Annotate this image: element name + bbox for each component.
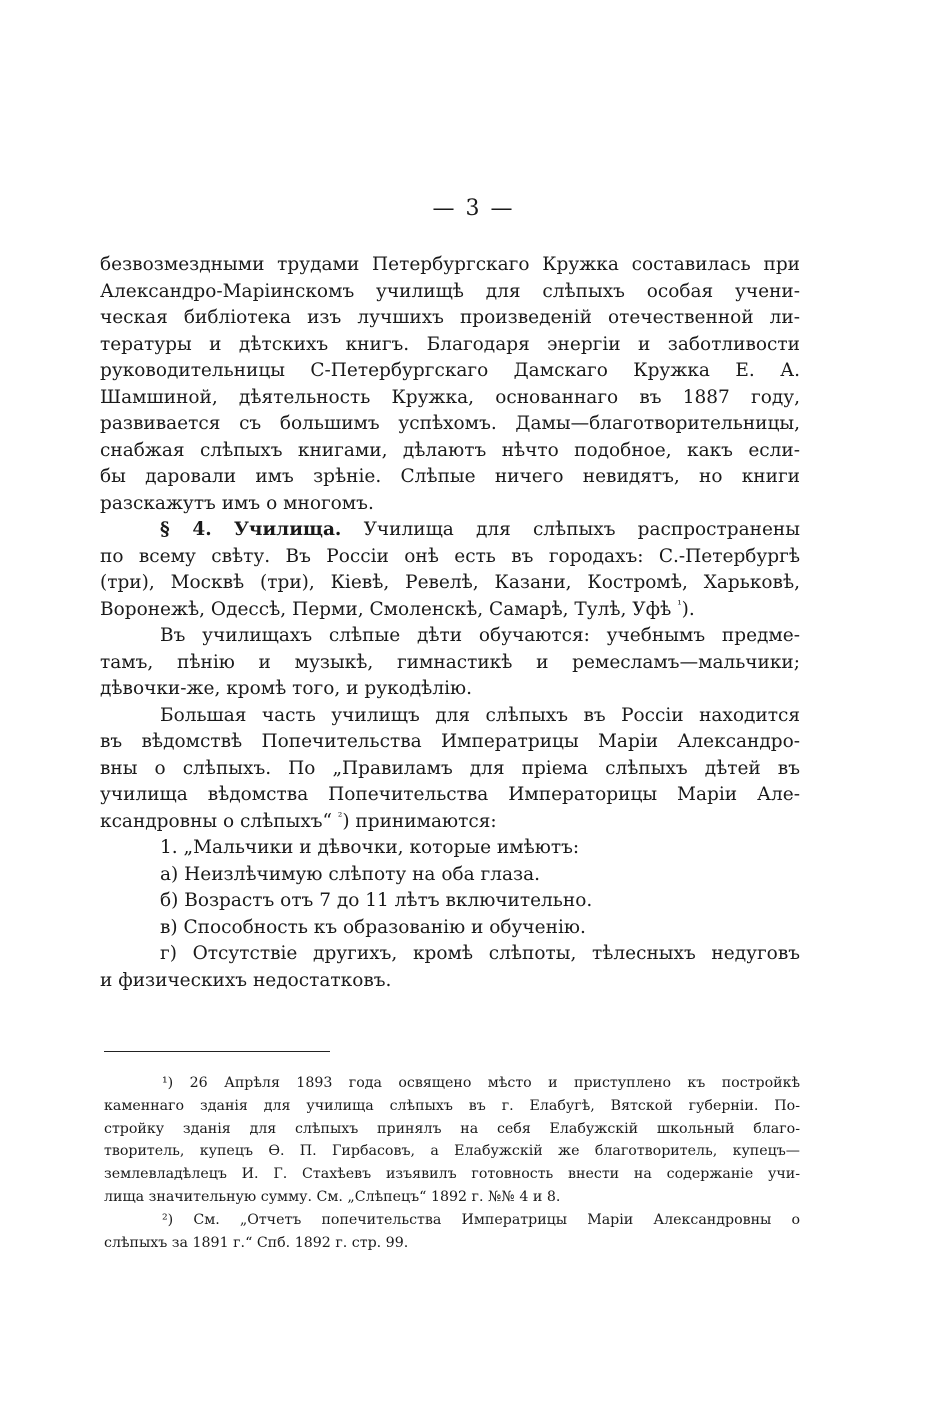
footnote-ref: ² bbox=[337, 809, 343, 823]
text-line-content: Воронежѣ, Одессѣ, Перми, Смоленскѣ, Самарѣ, Тулѣ, Уфѣ bbox=[100, 598, 672, 620]
text-line bbox=[100, 597, 800, 624]
section-mark: § 4. bbox=[160, 519, 212, 540]
text-line: безвозмездными трудами Петербургскаго Кружка составилась при bbox=[100, 254, 800, 275]
text-line-content: ксандровны о слѣпыхъ“ bbox=[100, 810, 333, 832]
text-line: разскажутъ имъ о многомъ. bbox=[100, 492, 374, 514]
footnote-line: слѣпыхъ за 1891 г.“ Спб. 1892 г. стр. 99. bbox=[104, 1234, 409, 1251]
text-line: бы даровали имъ зрѣніе. Слѣпые ничего невидятъ, но книги bbox=[100, 466, 800, 487]
footnote-line: ¹) 26 Апрѣля 1893 года освящено мѣсто и приступлено къ постройкѣ bbox=[162, 1075, 800, 1091]
list-item: в) Способность къ образованію и обученію. bbox=[160, 916, 586, 938]
footnote-line: творитель, купецъ Ѳ. П. Гирбасовъ, а Елабужскій же благотворитель, купецъ— bbox=[104, 1143, 800, 1160]
text-line-end: ). bbox=[681, 598, 695, 620]
text-line bbox=[100, 809, 800, 836]
body-text bbox=[100, 252, 800, 994]
footnotes bbox=[104, 1072, 800, 1254]
text-line: по всему свѣту. Въ Россіи онѣ есть въ городахъ: С.-Петербургѣ bbox=[100, 545, 800, 567]
footnote-line: землевладѣлецъ И. Г. Стахѣевъ изъявилъ готовность внести на содержаніе учи- bbox=[104, 1166, 800, 1183]
text-line: въ вѣдомствѣ Попечительства Императрицы Маріи Александро- bbox=[100, 731, 800, 752]
footnote-ref: ¹ bbox=[677, 597, 682, 611]
list-intro: 1. „Мальчики и дѣвочки, которые имѣютъ: bbox=[160, 837, 580, 858]
section-title: Училища. bbox=[233, 519, 342, 540]
footnote-line: каменнаго зданія для училища слѣпыхъ въ г. Елабугѣ, Вятской губерніи. По- bbox=[104, 1097, 800, 1114]
text-line: вны о слѣпыхъ. По „Правиламъ для пріема слѣпыхъ дѣтей въ bbox=[100, 757, 800, 779]
footnote-line: ²) См. „Отчетъ попечительства Императрицы Маріи Александровны о bbox=[162, 1211, 800, 1228]
text-line: Шамшиной, дѣятельность Кружка, основаннаго въ 1887 году, bbox=[100, 386, 800, 408]
text-line: снабжая слѣпыхъ книгами, дѣлаютъ нѣчто подобное, какъ если- bbox=[100, 439, 800, 461]
section-first-line-text: Училища для слѣпыхъ распространены bbox=[363, 519, 800, 540]
list-item-continuation: и физическихъ недостатковъ. bbox=[100, 969, 392, 991]
page-number: — 3 — bbox=[432, 196, 515, 221]
text-line: дѣвочки-же, кромѣ того, и рукодѣлію. bbox=[100, 678, 472, 699]
text-line: тературы и дѣтскихъ книгъ. Благодаря энергіи и заботливости bbox=[100, 333, 800, 355]
text-line: училища вѣдомства Попечительства Императорицы Маріи Але- bbox=[100, 784, 800, 805]
text-line: Александро-Маріинскомъ училищѣ для слѣпыхъ особая учени- bbox=[100, 280, 800, 302]
text-line: развивается съ большимъ успѣхомъ. Дамы—благотворительницы, bbox=[100, 413, 800, 434]
footnote-divider bbox=[104, 1051, 330, 1052]
text-line: Въ училищахъ слѣпые дѣти обучаются: учебнымъ предме- bbox=[160, 625, 800, 646]
text-line: Большая часть училищъ для слѣпыхъ въ Россіи находится bbox=[160, 704, 800, 726]
footnote-line: стройку зданія для слѣпыхъ принялъ на себя Елабужскій школьный благо- bbox=[104, 1120, 800, 1137]
list-item: а) Неизлѣчимую слѣпоту на оба глаза. bbox=[160, 863, 540, 885]
list-item: б) Возрастъ отъ 7 до 11 лѣтъ включительно. bbox=[160, 890, 593, 911]
text-line-end: ) принимаются: bbox=[342, 810, 497, 832]
text-line: руководительницы С-Петербургскаго Дамскаго Кружка Е. А. bbox=[100, 360, 800, 381]
section-heading-line bbox=[100, 517, 800, 544]
text-line: (три), Москвѣ (три), Кіевѣ, Ревелѣ, Казани, Костромѣ, Харьковѣ, bbox=[100, 572, 800, 593]
list-item: г) Отсутствіе другихъ, кромѣ слѣпоты, тѣлесныхъ недуговъ bbox=[160, 943, 800, 964]
footnote-line: лища значительную сумму. См. „Слѣпецъ“ 1892 г. №№ 4 и 8. bbox=[104, 1188, 561, 1205]
text-line: ческая библіотека изъ лучшихъ произведеній отечественной ли- bbox=[100, 307, 800, 328]
text-line: тамъ, пѣнію и музыкѣ, гимнастикѣ и ремесламъ—мальчики; bbox=[100, 651, 800, 673]
